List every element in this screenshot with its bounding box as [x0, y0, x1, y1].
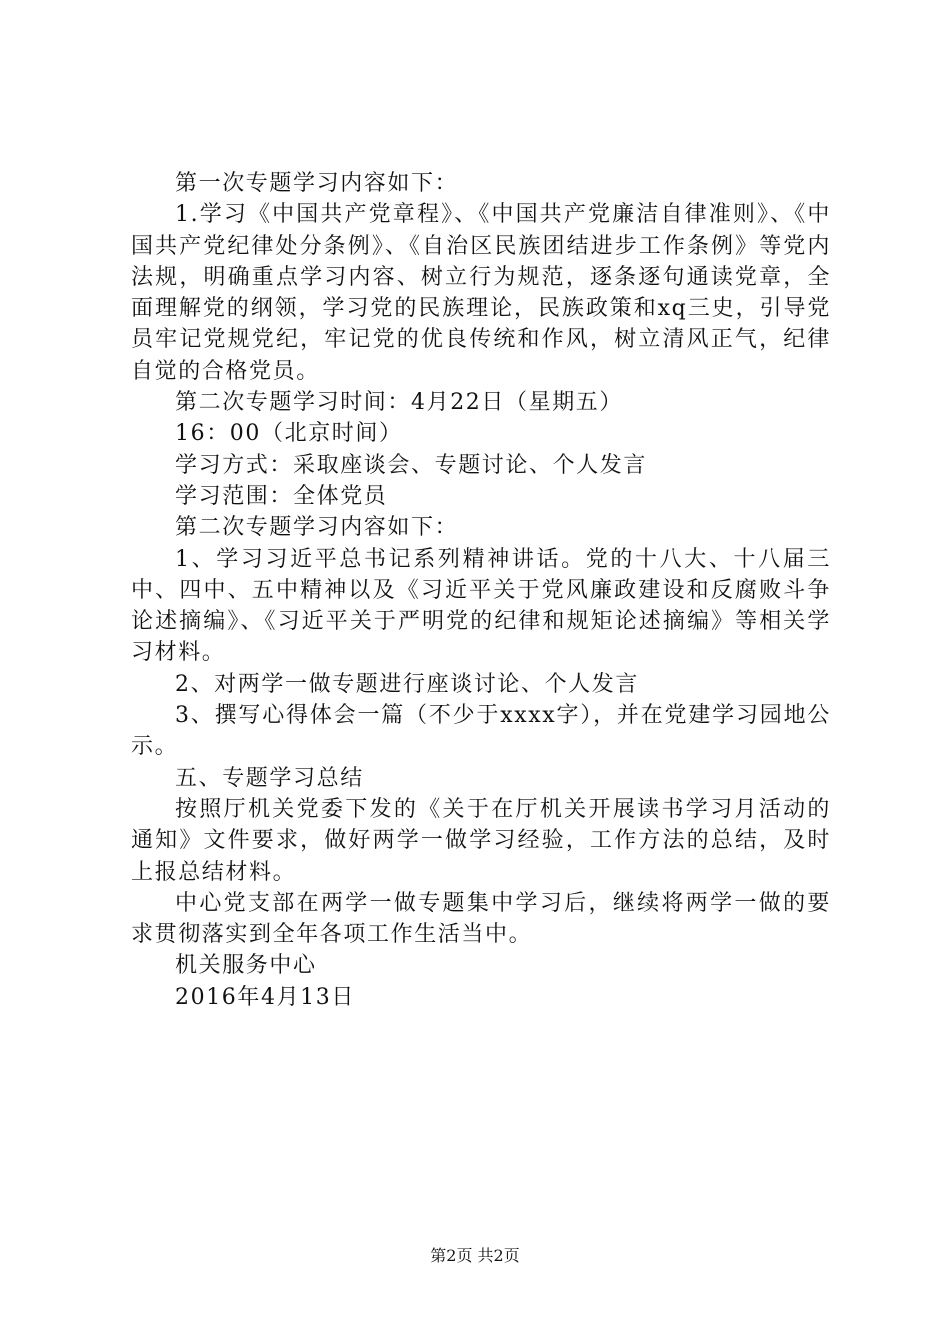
- paragraph-3: 第二次专题学习时间：4月22日（星期五）: [175, 390, 623, 416]
- paragraph-9: 2、对两学一做专题进行座谈讨论、个人发言: [175, 671, 639, 697]
- paragraph-12: 按照厅机关党委下发的《关于在厅机关开展读书学习月活动的通知》文件要求，做好两学一做学习经验，工作方法的总结，及时上报总结材料。: [131, 796, 831, 885]
- paragraph-4: 16：00（北京时间）: [175, 421, 403, 447]
- signature-organization: 机关服务中心: [175, 953, 317, 979]
- paragraph-10: 3、撰写心得体会一篇（不少于xxxx字），并在党建学习园地公示。: [131, 703, 831, 760]
- paragraph-7: 第二次专题学习内容如下：: [175, 515, 459, 541]
- page-number-footer: 第2页 共2页: [430, 1246, 520, 1265]
- paragraph-8: 1、学习习近平总书记系列精神讲话。党的十八大、十八届三中、四中、五中精神以及《习近平关于党风廉政建设和反腐败斗争论述摘编》、《习近平关于严明党的纪律和规矩论述摘编》等相关学习材料。: [131, 546, 831, 666]
- paragraph-1: 第一次专题学习内容如下：: [175, 171, 459, 196]
- paragraph-5: 学习方式：采取座谈会、专题讨论、个人发言: [175, 452, 648, 478]
- signature-date: 2016年4月13日: [175, 984, 355, 1010]
- paragraph-13: 中心党支部在两学一做专题集中学习后，继续将两学一做的要求贯彻落实到全年各项工作生活当中。: [131, 890, 831, 948]
- paragraph-6: 学习范围：全体党员: [175, 483, 388, 509]
- paragraph-2: 1.学习《中国共产党章程》、《中国共产党廉洁自律准则》、《中国共产党纪律处分条例》、《自治区民族团结进步工作条例》等党内法规，明确重点学习内容、树立行为规范，逐条逐句通读党章，全面理解党的纲领，学习党的民族理论，民族政策和xq三史，引导党员牢记党规党纪，牢记党的优良传统和作风，树立清风正气，纪律自觉的合格党员。: [131, 202, 831, 384]
- section-heading-summary: 五、专题学习总结: [175, 765, 364, 791]
- document-body: [131, 168, 831, 1013]
